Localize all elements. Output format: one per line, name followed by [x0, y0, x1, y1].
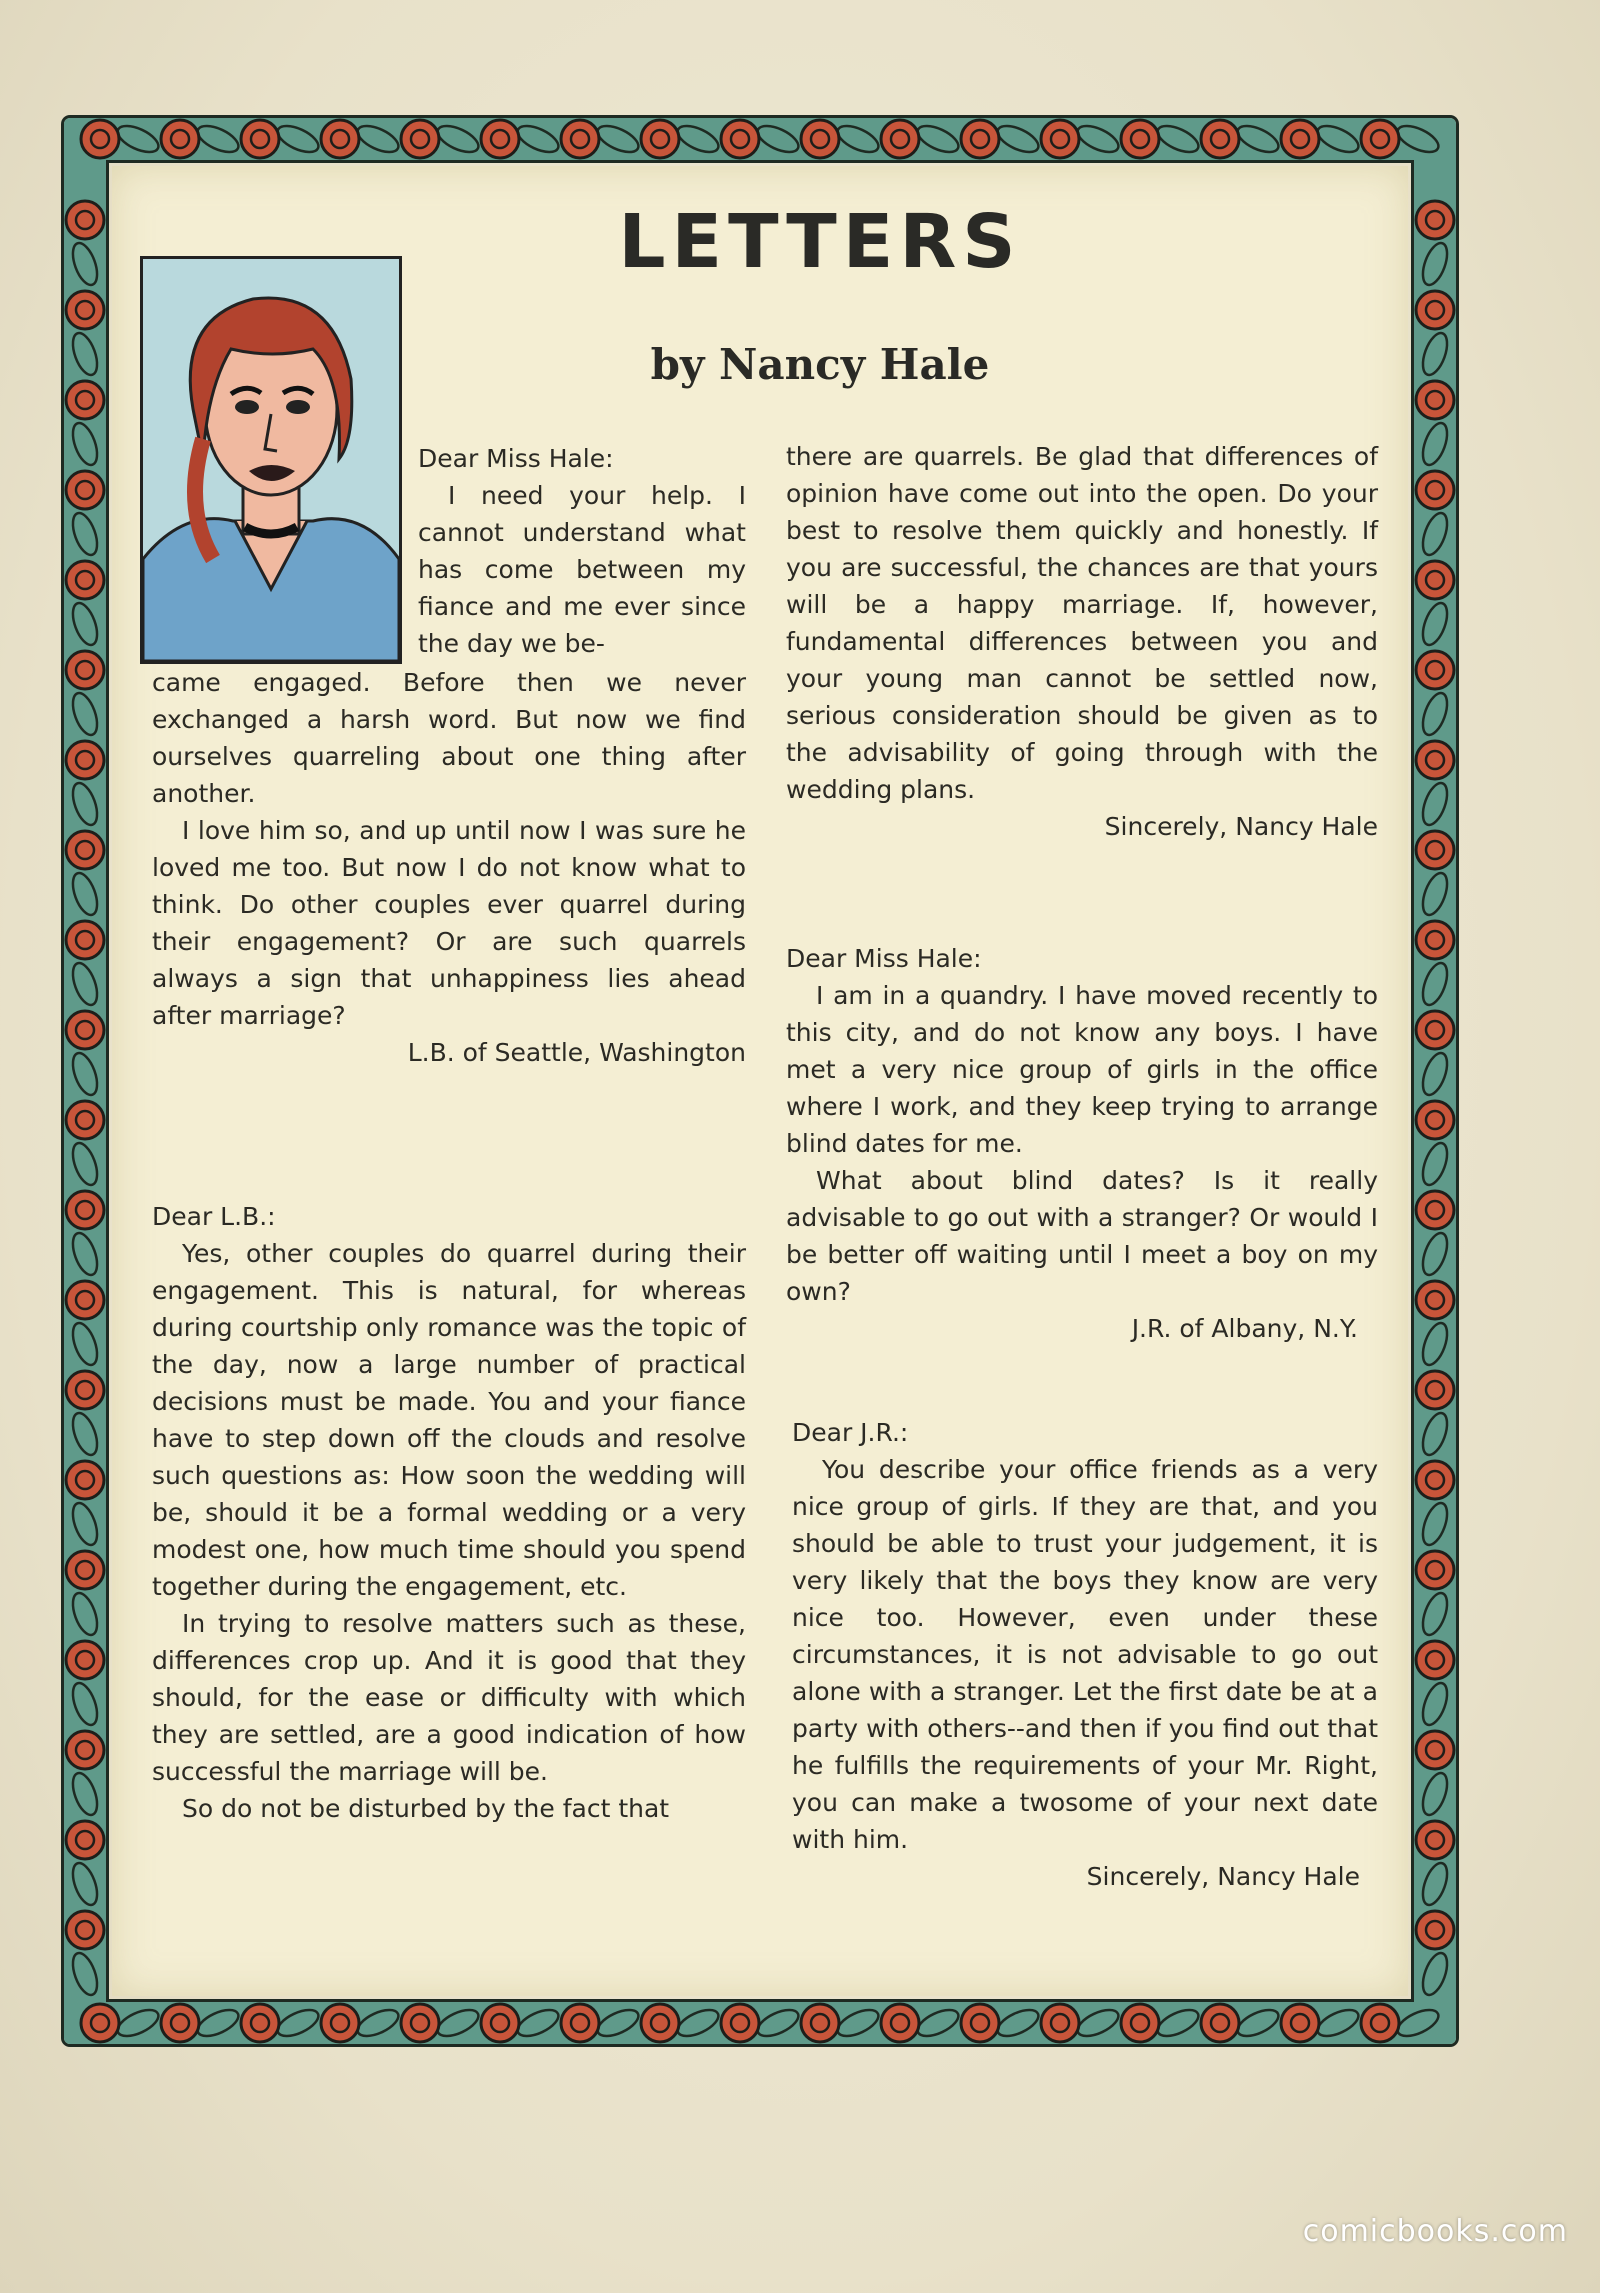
- reply2-paragraph-1: You describe your office friends as a very nice group of girls. If they are that, and you should be able to trust your judgement, it is very likely that the boys they know are very nice too. However, even under these circumstances, it is not advisable to go out alone with a stranger. Let the first date be at a party with others--and then if you find out that he fulfills the requirements of your Mr. Right, you can make a twosome of your next date with him.: [792, 1455, 1378, 1854]
- letter2-body: [786, 940, 1378, 1347]
- letter1-signature: L.B. of Seattle, Washington: [407, 1038, 746, 1067]
- letter1-paragraph-1-end: came engaged. Before then we never exchanged a harsh word. But now we find ourselves quarreling about one thing after another.: [152, 668, 746, 808]
- reply2-signature: Sincerely, Nancy Hale: [1086, 1862, 1360, 1891]
- reply1-paragraph-3-start: So do not be disturbed by the fact that: [182, 1794, 670, 1823]
- watermark: comicbooks.com: [1302, 2214, 1568, 2249]
- reply1-greeting: Dear L.B.:: [152, 1202, 276, 1231]
- letter2-greeting: Dear Miss Hale:: [786, 944, 982, 973]
- reply1-paragraph-2: In trying to resolve matters such as these, differences crop up. And it is good that they should, for the ease or difficulty with which they are settled, are a good indication of how successful the marriage will be.: [152, 1609, 746, 1786]
- reply1-paragraph-1: Yes, other couples do quarrel during their engagement. This is natural, for whereas during courtship only romance was the topic of the day, now a large number of practical decisions must be made. You and your fiance have to step down off the clouds and resolve such questions as: How soon the wedding will be, should it be a formal wedding or a very modest one, how much time should you spend together during the engagement, etc.: [152, 1239, 746, 1601]
- woman-portrait-icon: [143, 259, 399, 661]
- reply2-body: [792, 1414, 1378, 1895]
- portrait-illustration: [140, 256, 402, 664]
- reply2-greeting: Dear J.R.:: [792, 1418, 909, 1447]
- letter1-body: [152, 664, 746, 1071]
- letter1-paragraph-1-start: I need your help. I cannot understand what has come between my fiance and me ever since the day we be-: [418, 481, 746, 658]
- letter1-greeting: Dear Miss Hale:: [418, 444, 614, 473]
- letter2-paragraph-1: I am in a quandry. I have moved recently to this city, and do not know any boys. I have met a very nice group of girls in the office where I work, and they keep trying to arrange blind dates for me.: [786, 981, 1378, 1158]
- reply1-paragraph-3-end: there are quarrels. Be glad that differences of opinion have come out into the open. Do your best to resolve them quickly and honestly. If you are successful, the chances are that yours will be a happy marriage. If, however, fundamental differences between you and your young man cannot be settled now, serious consideration should be given as to the advisability of going through with the wedding plans.: [786, 442, 1378, 804]
- reply1-signature: Sincerely, Nancy Hale: [1104, 812, 1378, 841]
- letter1-intro: [418, 440, 746, 662]
- letter2-paragraph-2: What about blind dates? Is it really advisable to go out with a stranger? Or would I be better off waiting until I meet a boy on my own?: [786, 1166, 1378, 1306]
- reply1-continued: [786, 438, 1378, 845]
- letter1-paragraph-2: I love him so, and up until now I was sure he loved me too. But now I do not know what to think. Do other couples ever quarrel during their engagement? Or are such quarrels always a sign that unhappiness lies ahead after marriage?: [152, 816, 746, 1030]
- reply1-body: [152, 1198, 746, 1827]
- byline: by Nancy Hale: [650, 340, 990, 389]
- letter2-signature: J.R. of Albany, N.Y.: [1131, 1314, 1358, 1343]
- page-title: LETTERS: [618, 199, 1022, 285]
